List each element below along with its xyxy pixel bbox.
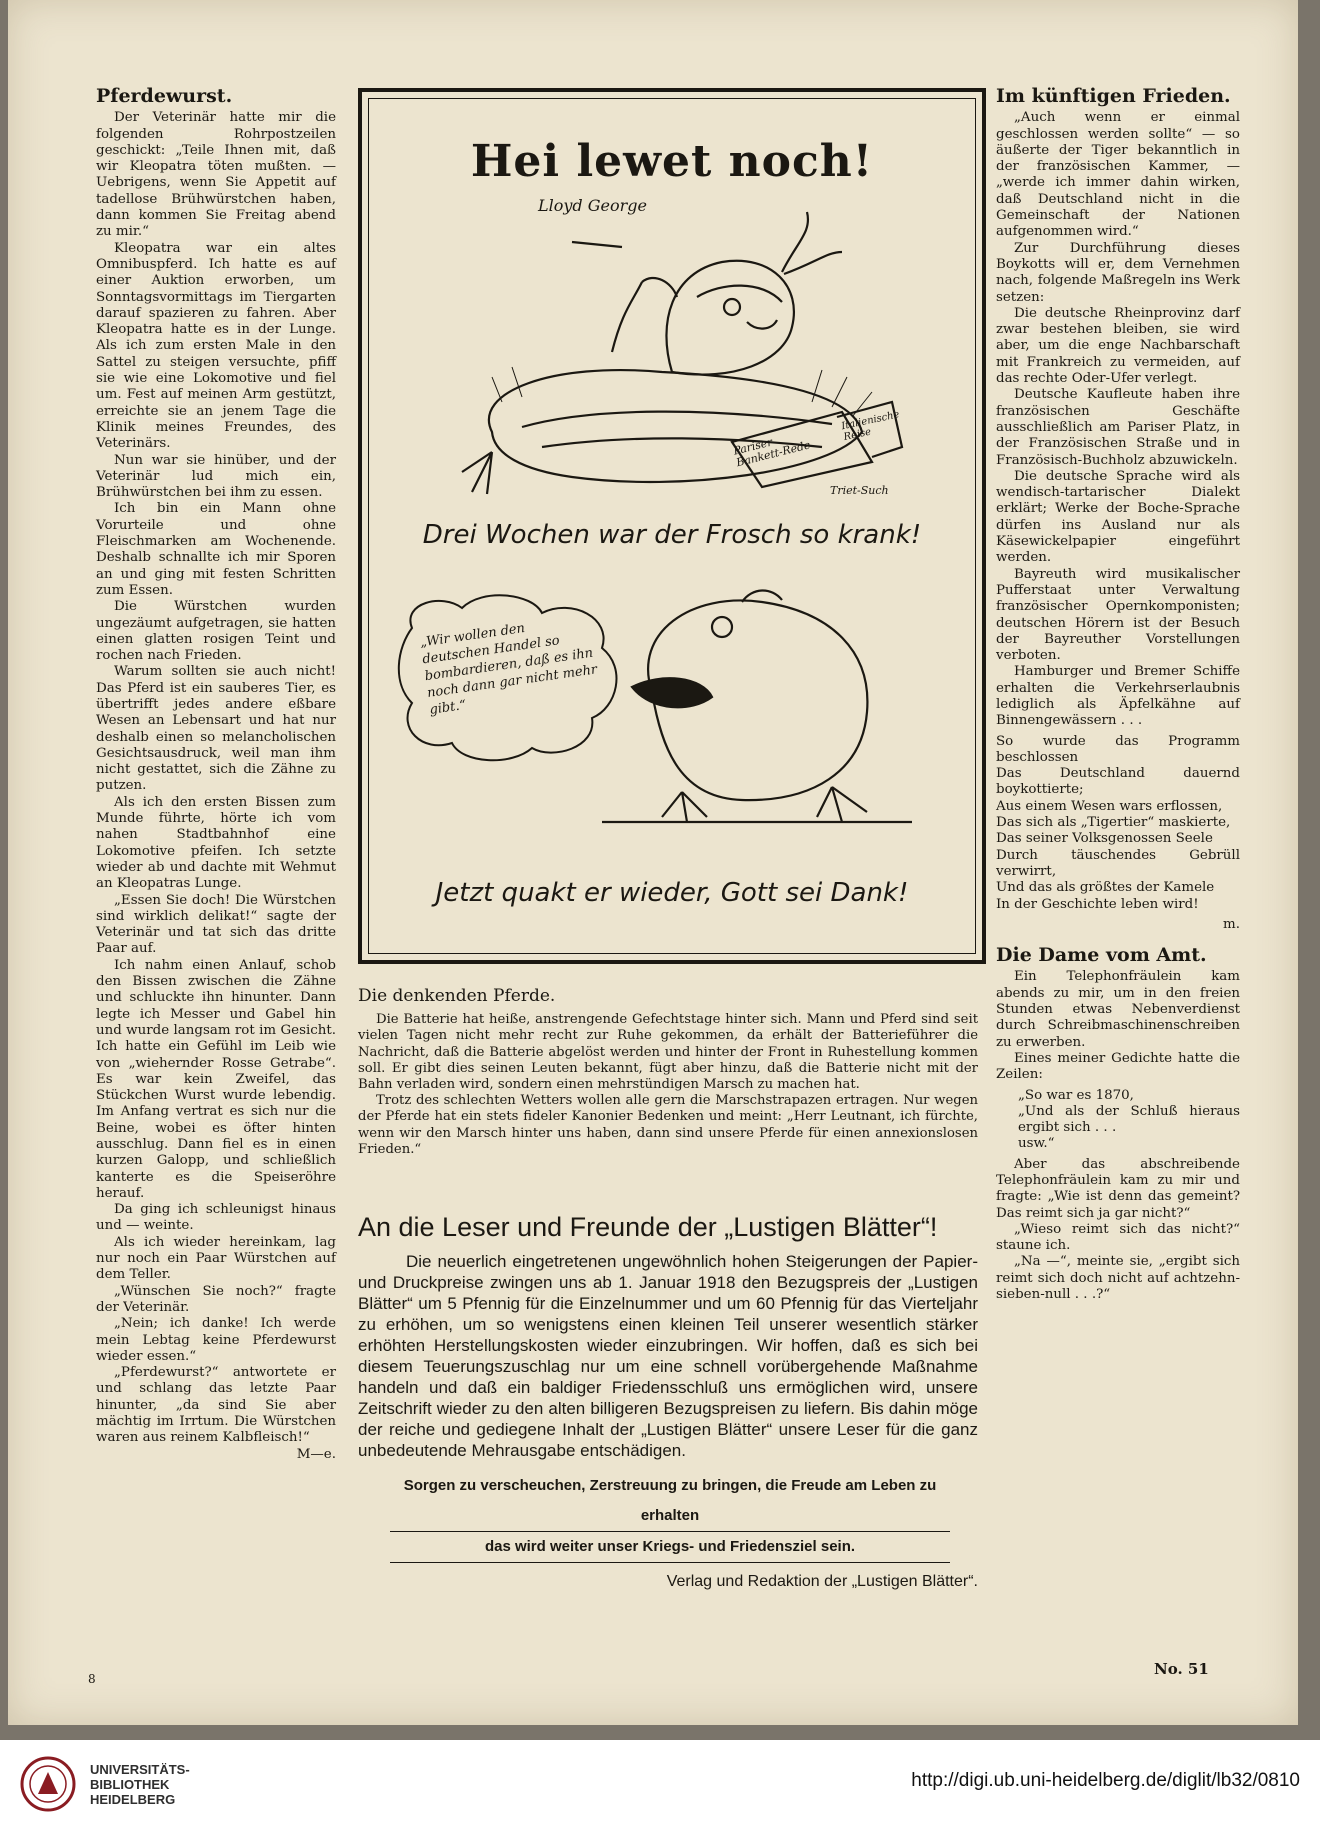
paragraph: Die deutsche Rheinprovinz darf zwar bestehen bleiben, sie wird aber, um die enge Nachbarschaft mit Frankreich zu vermeiden, auf das rechte Oder-Ufer verlegt. (996, 305, 1240, 387)
paragraph: Hamburger und Bremer Schiffe erhalten die Verkehrserlaubnis lediglich als Äpfelkähne auf Binnengewässern . . . (996, 664, 1240, 729)
paragraph: Da ging ich schleunigst hinaus und — weinte. (96, 1202, 336, 1234)
cartoon-title: Hei lewet noch! (470, 136, 874, 187)
paragraph: Kleopatra war ein altes Omnibuspferd. Ich hatte es auf einer Auktion erworben, um Sonntagsvormittags im Tiergarten darauf spazieren zu fahren. Aber Kleopatra hatte es in der Lunge. Als ich zum ersten Male in den Sattel zu steigen versuchte, pfiff sie wie eine Lokomotive und fiel um. Fest auf meinen Arm gestützt, erreichte sie an jenem Tage die Klinik meines Freundes, des Veterinärs. (96, 240, 336, 452)
poem-line: „Und als der Schluß hieraus ergibt sich . . . (1018, 1103, 1240, 1136)
publisher-notice (358, 1212, 978, 1591)
article-denkende-pferde (358, 988, 978, 1158)
paragraph: „Wünschen Sie noch?“ fragte der Veterinär. (96, 1283, 336, 1315)
institution-line: BIBLIOTHEK (90, 1777, 170, 1792)
motto-line-2: das wird weiter unser Kriegs- und Friedensziel sein. (390, 1532, 950, 1563)
paragraph: Die Batterie hat heiße, anstrengende Gefechtstage hinter sich. Mann und Pferd sind seit vielen Tagen nicht mehr recht zur Ruhe gekommen, da erhält der Batterieführer die Nachricht, daß die Batterie abgelöst werden und hinter der Front in Ruhestellung kommen soll. Er gibt dies seinen Leuten bekannt, fügt aber hinzu, daß die Batterie nicht mit der Bahn verladen wird, sondern einen mehrstündigen Marsch zu machen hat. (358, 1012, 978, 1093)
motto-line-1: Sorgen zu verscheuchen, Zerstreuung zu bringen, die Freude am Leben zu erhalten (390, 1471, 950, 1532)
poem-line: Das sich als „Tigertier“ maskierte, (996, 815, 1231, 831)
notice-signature: Verlag und Redaktion der „Lustigen Blätter“. (666, 1573, 978, 1590)
poem (996, 734, 1240, 913)
label-paper-2: Italienische Reise (840, 409, 901, 444)
right-column (996, 85, 1240, 1303)
paragraph: Bayreuth wird musikalischer Pufferstaat unter Verwaltung französischer Opernkomponisten; deutschen Hörern ist der Besuch der Bayreuther Vorstellungen verboten. (996, 566, 1240, 664)
cartoon-frame (358, 88, 986, 964)
page-mark-left: 8 (88, 1672, 96, 1686)
notice-motto (390, 1471, 950, 1563)
poem-line: Aus einem Wesen wars erflossen, (996, 798, 1223, 814)
paragraph: Die Würstchen wurden ungezäumt aufgetragen, sie hatten einen glatten rosigen Teint und rochen nach Frieden. (96, 599, 336, 664)
paragraph: Aber das abschreibende Telephonfräulein kam zu mir und fragte: „Wie ist denn das gemeint? Das reimt sich ja gar nicht?“ (996, 1156, 1240, 1221)
article-pferdewurst (96, 85, 336, 1463)
cartoon-caption-1: Drei Wochen war der Frosch so krank! (422, 520, 922, 550)
paragraph: Als ich wieder hereinkam, lag nur noch ein Paar Würstchen auf dem Teller. (96, 1234, 336, 1283)
poem-line: So wurde das Programm beschlossen (996, 733, 1240, 765)
footer-bar (0, 1740, 1320, 1828)
signature: M—e. (296, 1446, 336, 1462)
poem-line: usw.“ (1018, 1136, 1055, 1152)
paragraph: Ein Telephonfräulein kam abends zu mir, um in den freien Stunden etwas Nebenverdienst durch Schreibmaschinenschreiben zu erwerben. (996, 969, 1240, 1050)
university-seal-icon (20, 1756, 76, 1812)
institution-line: UNIVERSITÄTS- (90, 1762, 190, 1777)
paragraph: Ich nahm einen Anlauf, schob den Bissen zwischen die Zähne und schluckte ihn hinunter. Dann legte ich Messer und Gabel hin und wurde langsam rot im Gesicht. Ich hatte ein Gefühl im Leib wie von „wiehernder Rosse Getrabe“. Es war kein Zweifel, das Stückchen Wurst wurde lebendig. Im Anfang vertrat es sich nur die Beine, wobei es öfter hinten ausschlug. Dann fiel es in einen kurzen Galopp, und schließlich kanterte es die Speiseröhre herauf. (96, 957, 336, 1201)
notice-title: An die Leser und Freunde der „Lustigen Blätter“! (358, 1212, 938, 1242)
paragraph: Trotz des schlechten Wetters wollen alle gern die Marschstrapazen ertragen. Nur wegen der Pferde hat ein stets fideler Kanonier Bedenken und meint: „Herr Leutnant, ich fürchte, wenn wir den Marsch hinter uns haben, dann sind unsere Pferde für einen annexionslosen Frieden.“ (358, 1093, 978, 1157)
paragraph: „Nein; ich danke! Ich werde mein Lebtag keine Pferdewurst wieder essen.“ (96, 1316, 336, 1364)
paragraph: „Na —“, meinte sie, „ergibt sich reimt sich doch nicht auf achtzehn-sieben-null . . .?“ (996, 1254, 1240, 1303)
paragraph: Eines meiner Gedichte hatte die Zeilen: (996, 1050, 1240, 1083)
poem-line: Und das als größtes der Kamele (996, 880, 1215, 896)
cartoon-caption-2: Jetzt quakt er wieder, Gott sei Dank! (435, 878, 909, 908)
paragraph: „Pferdewurst?“ antwortete er und schlang das letzte Paar hinunter, „da sind Sie aber mächtig im Irrtum. Die Würstchen waren aus reinem Kalbfleisch!“ (96, 1365, 336, 1446)
source-url-link[interactable]: http://digi.ub.uni-heidelberg.de/diglit/lb32/0810 (911, 1770, 1300, 1791)
paragraph: Der Veterinär hatte mir die folgenden Rohrpostzeilen geschickt: „Teile Ihnen mit, daß wir Kleopatra töten mußten. — Uebrigens, wenn Sie Appetit auf tadellose Brühwürstchen haben, dann kommen Sie Freitag abend zu mir.“ (96, 110, 336, 240)
paragraph: „Essen Sie doch! Die Würstchen sind wirklich delikat!“ sagte der Veterinär und tat sich das dritte Paar auf. (96, 892, 336, 957)
notice-body: Die neuerlich eingetretenen ungewöhnlich hohen Steigerungen der Papier- und Druckpreise zwingen uns ab 1. Januar 1918 den Bezugspreis der „Lustigen Blätter“ um 5 Pfennig für die Einzelnummer und um 60 Pfennig für das Vierteljahr zu erhöhen, um so wenigstens einen kleinen Teil unserer wesentlich stärker erhöhten Herstellungskosten wieder einzubringen. Wir hoffen, daß es sich bei diesem Teuerungszuschlag nur um eine schnell vorübergehende Maßnahme handeln und daß ein baldiger Friedensschluß uns ermöglichen wird, unsere Zeitschrift wieder zu den alten billigeren Bezugspreisen zu liefern. Bis dahin möge der reiche und gediegene Inhalt der „Lustigen Blätter“ unsere Leser für die ganz unbedeutende Mehrausgabe entschädigen. (358, 1252, 978, 1460)
cartoon-sick-frog-illustration (432, 202, 912, 502)
poem-line: „So war es 1870, (1018, 1087, 1134, 1103)
paragraph: Nun war sie hinüber, und der Veterinär lud mich ein, Brühwürstchen bei ihm zu essen. (96, 452, 336, 501)
speech-text: „Wir wollen den deutschen Handel so bombardieren, daß es ihn noch dann gar nicht mehr gibt.“ (419, 620, 599, 718)
paragraph: Als ich den ersten Bissen zum Munde führte, hörte ich vom nahen Stadtbahnhof eine Lokomotive pfeifen. Ich setzte wieder ab und dachte mit Wehmut an Kleopatras Lunge. (96, 794, 336, 892)
issue-number: No. 51 (1154, 1660, 1209, 1678)
paragraph: Zur Durchführung dieses Boykotts will er, dem Vernehmen nach, folgende Maßregeln ins Werk setzen: (996, 240, 1240, 305)
institution-name (90, 1762, 190, 1807)
label-paper-1: Pariser Bankett-Rede (732, 435, 812, 470)
signature: m. (1223, 916, 1240, 932)
paragraph: Ich bin ein Mann ohne Vorurteile und ohne Fleischmarken am Wochenende. Deshalb schnallte ich mir Sporen an und ging mit festen Schritten zum Essen. (96, 501, 336, 598)
paragraph: Die deutsche Sprache wird als wendisch-tartarischer Dialekt erklärt; Werke der Boche-Sprache dürfen ins Ausland nur als Käsewickelpapier eingeführt werden. (996, 468, 1240, 566)
article-title: Pferdewurst. (96, 85, 233, 107)
cartoon-healthy-frog-illustration (592, 572, 922, 832)
article-title: Im künftigen Frieden. (996, 85, 1231, 107)
institution-line: HEIDELBERG (90, 1792, 176, 1807)
paragraph: „Wieso reimt sich das nicht?“ staune ich. (996, 1221, 1240, 1254)
newspaper-page (8, 0, 1298, 1725)
label-lloyd-george: Lloyd George (538, 196, 647, 215)
poem-line: Durch täuschendes Gebrüll verwirrt, (996, 847, 1240, 879)
paragraph: „Auch wenn er einmal geschlossen werden sollte“ — so äußerte der Tiger bekanntlich in der französischen Kammer, — „werde ich immer dahin wirken, daß Deutschland nicht in die Gemeinschaft der Nationen aufgenommen wird.“ (996, 110, 1240, 240)
poem-line: In der Geschichte leben wird! (996, 896, 1199, 912)
poem-line: Das Deutschland dauernd boykottierte; (996, 766, 1240, 798)
article-title: Die Dame vom Amt. (996, 944, 1207, 967)
poem-line: Das seiner Volksgenossen Seele (996, 831, 1213, 847)
artist-signature: Triet-Such (830, 484, 889, 497)
paragraph: Warum sollten sie auch nicht! Das Pferd ist ein sauberes Tier, es übertrifft jedes andere eßbare Wesen an Lebensart und hat nur deshalb einen so melancholischen Gesichtsausdruck, weil man ihm nicht gestattet, sich die Zähne zu putzen. (96, 664, 336, 794)
poem (1018, 1088, 1240, 1153)
paragraph: Deutsche Kaufleute haben ihre französischen Geschäfte ausschließlich am Pariser Platz, in der Französischen Straße und in Französisch-Buchholz abzuwickeln. (996, 387, 1240, 468)
article-title: Die denkenden Pferde. (358, 986, 556, 1006)
